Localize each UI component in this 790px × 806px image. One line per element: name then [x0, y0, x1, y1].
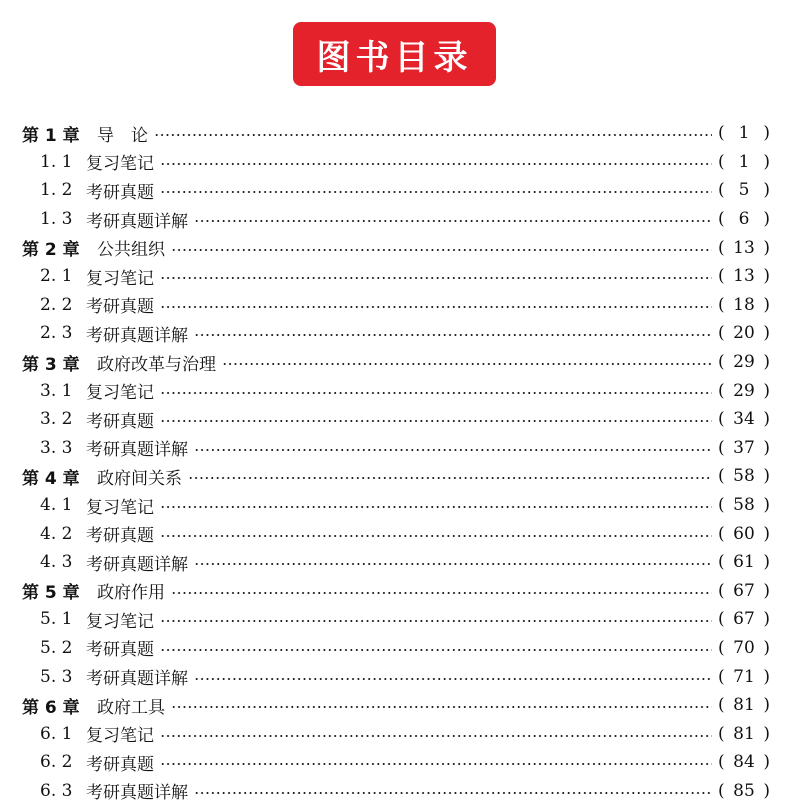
page-number	[718, 180, 790, 200]
open-paren: (	[718, 352, 725, 373]
page-number-value: 67	[733, 609, 755, 630]
toc-section-entry[interactable]	[0, 634, 790, 663]
dot-leader	[222, 363, 712, 365]
section-number: 6. 2	[40, 752, 73, 773]
open-paren: (	[718, 723, 725, 744]
dot-leader	[160, 620, 712, 622]
open-paren: (	[718, 580, 725, 601]
dot-leader	[188, 477, 712, 479]
page-number-value: 29	[733, 352, 755, 373]
close-paren: )	[763, 352, 770, 373]
toc-section-entry[interactable]	[0, 548, 790, 577]
toc-section-entry[interactable]	[0, 405, 790, 434]
section-title: 复习笔记	[86, 154, 154, 175]
section-title: 复习笔记	[86, 726, 154, 747]
dot-leader	[160, 392, 712, 394]
dot-leader	[154, 134, 712, 136]
section-title: 考研真题详解	[86, 783, 188, 804]
toc-section-entry[interactable]	[0, 262, 790, 291]
toc-header-banner	[293, 22, 496, 86]
chapter-title: 政府改革与治理	[97, 354, 216, 375]
open-paren: (	[718, 151, 725, 172]
page-number-value: 29	[733, 380, 755, 401]
page-number-value: 58	[733, 466, 755, 487]
close-paren: )	[763, 123, 770, 144]
section-number: 4. 3	[40, 552, 73, 573]
chapter-number: 第 4 章	[22, 468, 80, 489]
toc-section-entry[interactable]	[0, 376, 790, 405]
section-number: 2. 3	[40, 323, 73, 344]
page-number	[718, 724, 790, 744]
chapter-number: 第 2 章	[22, 240, 80, 261]
page-number	[718, 123, 790, 143]
open-paren: (	[718, 294, 725, 315]
section-number: 2. 2	[40, 294, 73, 315]
open-paren: (	[718, 437, 725, 458]
section-title: 考研真题	[86, 411, 154, 432]
page-number-value: 58	[733, 495, 755, 516]
section-title: 复习笔记	[86, 383, 154, 404]
close-paren: )	[763, 523, 770, 544]
page-number-value: 60	[733, 523, 755, 544]
dot-leader	[171, 706, 712, 708]
section-title: 考研真题详解	[86, 669, 188, 690]
open-paren: (	[718, 523, 725, 544]
open-paren: (	[718, 209, 725, 230]
chapter-number: 第 5 章	[22, 583, 80, 604]
section-title: 考研真题	[86, 182, 154, 203]
close-paren: )	[763, 495, 770, 516]
dot-leader	[160, 506, 712, 508]
section-number: 2. 1	[40, 266, 73, 287]
page-number	[718, 238, 790, 258]
page-number-value: 61	[733, 552, 755, 573]
page-number	[718, 552, 790, 572]
section-number: 6. 1	[40, 723, 73, 744]
dot-leader	[160, 163, 712, 165]
open-paren: (	[718, 637, 725, 658]
section-title: 考研真题	[86, 754, 154, 775]
dot-leader	[171, 592, 712, 594]
section-number: 1. 3	[40, 209, 73, 230]
close-paren: )	[763, 695, 770, 716]
dot-leader	[194, 678, 712, 680]
open-paren: (	[718, 752, 725, 773]
page-number	[718, 524, 790, 544]
dot-leader	[160, 649, 712, 651]
page-number	[718, 781, 790, 801]
section-title: 考研真题详解	[86, 440, 188, 461]
toc-section-entry[interactable]	[0, 491, 790, 520]
page-number-value: 13	[733, 266, 755, 287]
page-number-value: 20	[733, 323, 755, 344]
toc-chapter-entry[interactable]	[0, 119, 790, 148]
toc-chapter-entry[interactable]	[0, 577, 790, 606]
open-paren: (	[718, 266, 725, 287]
open-paren: (	[718, 552, 725, 573]
toc-section-entry[interactable]	[0, 519, 790, 548]
toc-section-entry[interactable]	[0, 434, 790, 463]
toc-section-entry[interactable]	[0, 748, 790, 777]
close-paren: )	[763, 752, 770, 773]
section-title: 复习笔记	[86, 611, 154, 632]
dot-leader	[194, 220, 712, 222]
open-paren: (	[718, 323, 725, 344]
chapter-number: 第 1 章	[22, 125, 80, 146]
close-paren: )	[763, 237, 770, 258]
page-number	[718, 695, 790, 715]
section-number: 6. 3	[40, 780, 73, 801]
section-title: 考研真题详解	[86, 554, 188, 575]
dot-leader	[194, 563, 712, 565]
close-paren: )	[763, 380, 770, 401]
page-number-value: 6	[738, 209, 750, 230]
page-number	[718, 438, 790, 458]
chapter-title: 政府间关系	[97, 468, 182, 489]
close-paren: )	[763, 666, 770, 687]
close-paren: )	[763, 266, 770, 287]
page-number-value: 71	[733, 666, 755, 687]
page-number	[718, 752, 790, 772]
section-number: 1. 1	[40, 151, 73, 172]
dot-leader	[171, 249, 712, 251]
chapter-title: 公共组织	[97, 240, 165, 261]
close-paren: )	[763, 437, 770, 458]
page-number	[718, 295, 790, 315]
section-number: 3. 3	[40, 437, 73, 458]
page-title: 图书目录	[316, 37, 473, 78]
close-paren: )	[763, 609, 770, 630]
section-number: 4. 2	[40, 523, 73, 544]
close-paren: )	[763, 409, 770, 430]
section-title: 考研真题	[86, 640, 154, 661]
page-number-value: 34	[733, 409, 755, 430]
close-paren: )	[763, 323, 770, 344]
page-number	[718, 266, 790, 286]
dot-leader	[160, 763, 712, 765]
page-number	[718, 352, 790, 372]
page-number-value: 37	[733, 437, 755, 458]
section-number: 1. 2	[40, 180, 73, 201]
chapter-title: 导 论	[97, 125, 148, 146]
open-paren: (	[718, 380, 725, 401]
page-number	[718, 466, 790, 486]
toc-section-entry[interactable]	[0, 205, 790, 234]
page-number	[718, 409, 790, 429]
page-number-value: 18	[733, 294, 755, 315]
close-paren: )	[763, 180, 770, 201]
section-title: 考研真题详解	[86, 211, 188, 232]
close-paren: )	[763, 580, 770, 601]
section-title: 考研真题详解	[86, 325, 188, 346]
dot-leader	[160, 420, 712, 422]
dot-leader	[160, 535, 712, 537]
open-paren: (	[718, 123, 725, 144]
chapter-title: 政府工具	[97, 697, 165, 718]
close-paren: )	[763, 780, 770, 801]
toc-section-entry[interactable]	[0, 148, 790, 177]
close-paren: )	[763, 294, 770, 315]
page-number	[718, 638, 790, 658]
page-number-value: 1	[738, 123, 750, 144]
page-number-value: 84	[733, 752, 755, 773]
toc-section-entry[interactable]	[0, 319, 790, 348]
close-paren: )	[763, 637, 770, 658]
close-paren: )	[763, 552, 770, 573]
open-paren: (	[718, 466, 725, 487]
open-paren: (	[718, 409, 725, 430]
page-number	[718, 381, 790, 401]
section-number: 3. 2	[40, 409, 73, 430]
page-number-value: 81	[733, 695, 755, 716]
dot-leader	[194, 449, 712, 451]
toc-chapter-entry[interactable]	[0, 691, 790, 720]
dot-leader	[160, 735, 712, 737]
chapter-number: 第 3 章	[22, 354, 80, 375]
dot-leader	[160, 306, 712, 308]
page-number-value: 1	[738, 151, 750, 172]
page-number	[718, 152, 790, 172]
close-paren: )	[763, 209, 770, 230]
open-paren: (	[718, 495, 725, 516]
section-number: 5. 1	[40, 609, 73, 630]
section-number: 5. 3	[40, 666, 73, 687]
dot-leader	[160, 191, 712, 193]
open-paren: (	[718, 237, 725, 258]
toc-section-entry[interactable]	[0, 777, 790, 806]
close-paren: )	[763, 723, 770, 744]
page-number-value: 13	[733, 237, 755, 258]
dot-leader	[194, 792, 712, 794]
toc-section-entry[interactable]	[0, 605, 790, 634]
page-number	[718, 581, 790, 601]
open-paren: (	[718, 609, 725, 630]
section-number: 3. 1	[40, 380, 73, 401]
toc-section-entry[interactable]	[0, 176, 790, 205]
page-number-value: 70	[733, 637, 755, 658]
toc-section-entry[interactable]	[0, 291, 790, 320]
close-paren: )	[763, 466, 770, 487]
toc-chapter-entry[interactable]	[0, 233, 790, 262]
section-title: 考研真题	[86, 526, 154, 547]
dot-leader	[160, 277, 712, 279]
chapter-number: 第 6 章	[22, 697, 80, 718]
page-number	[718, 209, 790, 229]
toc-chapter-entry[interactable]	[0, 348, 790, 377]
page-number-value: 5	[738, 180, 750, 201]
open-paren: (	[718, 666, 725, 687]
section-title: 考研真题	[86, 297, 154, 318]
page-number-value: 81	[733, 723, 755, 744]
page-number	[718, 323, 790, 343]
page-number	[718, 609, 790, 629]
open-paren: (	[718, 180, 725, 201]
page-number-value: 67	[733, 580, 755, 601]
chapter-title: 政府作用	[97, 583, 165, 604]
toc-section-entry[interactable]	[0, 719, 790, 748]
section-title: 复习笔记	[86, 268, 154, 289]
page-number	[718, 667, 790, 687]
section-title: 复习笔记	[86, 497, 154, 518]
open-paren: (	[718, 695, 725, 716]
page-number-value: 85	[733, 780, 755, 801]
page-number	[718, 495, 790, 515]
toc-section-entry[interactable]	[0, 662, 790, 691]
open-paren: (	[718, 780, 725, 801]
dot-leader	[194, 334, 712, 336]
table-of-contents	[0, 119, 790, 805]
toc-chapter-entry[interactable]	[0, 462, 790, 491]
close-paren: )	[763, 151, 770, 172]
section-number: 4. 1	[40, 495, 73, 516]
section-number: 5. 2	[40, 637, 73, 658]
